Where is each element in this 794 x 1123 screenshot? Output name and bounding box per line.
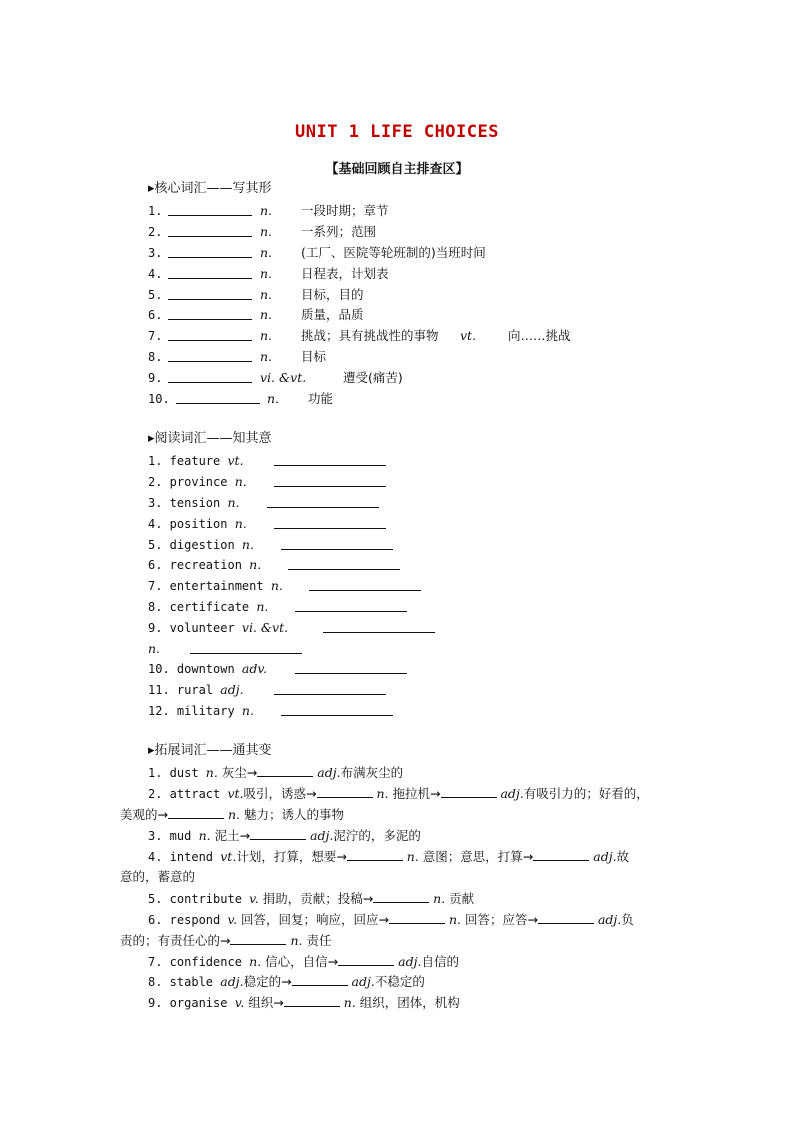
answer-blank[interactable] xyxy=(267,495,379,508)
part-of-speech: vt. xyxy=(227,453,244,468)
answer-blank[interactable] xyxy=(257,764,313,777)
answer-blank[interactable] xyxy=(292,973,348,986)
answer-blank[interactable] xyxy=(274,682,386,695)
part-of-speech: n. xyxy=(241,703,254,718)
item-number: 4. xyxy=(148,267,163,281)
reading-vocab-item xyxy=(148,620,288,636)
part-of-speech: n. xyxy=(260,307,273,322)
answer-blank[interactable] xyxy=(168,287,252,300)
reading-vocab-item xyxy=(148,599,268,615)
extend-item-5: 5. contribute v. 捐助，贡献；投稿→ n. 贡献 xyxy=(148,891,475,906)
reading-vocab-item xyxy=(148,641,160,657)
part-of-speech: n. xyxy=(148,641,161,656)
answer-blank[interactable] xyxy=(538,911,594,924)
reading-vocab-item xyxy=(148,703,254,719)
part-of-speech: vi. &vt. xyxy=(260,370,307,385)
extend-item-6-cont: 责的；有责任心的→ n. 责任 xyxy=(120,933,332,948)
answer-blank[interactable] xyxy=(281,537,393,550)
answer-blank[interactable] xyxy=(168,307,252,320)
item-meaning: 日程表，计划表 xyxy=(301,266,389,281)
answer-blank[interactable] xyxy=(281,703,393,716)
extend-item-4: 4. intend vt.计划，打算，想要→ n. 意图；意思，打算→ adj.故 xyxy=(148,849,630,864)
item-word: 6. recreation xyxy=(148,558,250,572)
item-word: 8. certificate xyxy=(148,600,257,614)
item-number: 1. xyxy=(148,204,163,218)
item-meaning: 遭受(痛苦) xyxy=(343,370,403,385)
item-number: 8. xyxy=(148,350,163,364)
item-number: 6. xyxy=(148,308,163,322)
item-meaning: 目标 xyxy=(301,349,327,364)
answer-blank[interactable] xyxy=(389,911,445,924)
item-meaning: 质量，品质 xyxy=(301,307,364,322)
answer-blank[interactable] xyxy=(295,661,407,674)
reading-vocab-item xyxy=(148,516,247,532)
item-word: 10. downtown xyxy=(148,662,242,676)
part-of-speech: n. xyxy=(249,557,262,572)
answer-blank[interactable] xyxy=(441,785,497,798)
item-meaning: 目标，目的 xyxy=(301,287,364,302)
answer-blank[interactable] xyxy=(168,266,252,279)
reading-vocab-item xyxy=(148,661,267,677)
item-number: 7. xyxy=(148,329,163,343)
part-of-speech: n. xyxy=(260,328,273,343)
extend-item-7: 7. confidence n. 信心，自信→ adj.自信的 xyxy=(148,954,459,969)
item-number: 2. xyxy=(148,225,163,239)
part-of-speech: n. xyxy=(260,203,273,218)
item-word: 9. volunteer xyxy=(148,621,242,635)
part-of-speech: n. xyxy=(234,474,247,489)
part-of-speech: vi. &vt. xyxy=(241,620,289,635)
answer-blank[interactable] xyxy=(347,848,403,861)
part-of-speech: n. xyxy=(227,495,240,510)
answer-blank[interactable] xyxy=(190,641,302,654)
answer-blank[interactable] xyxy=(323,620,435,633)
extend-item-1: 1. dust n. 灰尘→ adj.布满灰尘的 xyxy=(148,765,404,780)
extend-item-4-cont: 意的，蓄意的 xyxy=(120,869,196,884)
answer-blank[interactable] xyxy=(288,557,400,570)
answer-blank[interactable] xyxy=(168,203,252,216)
part-of-speech: n. xyxy=(267,391,280,406)
reading-vocab-item xyxy=(148,537,254,553)
item-meaning: 一系列；范围 xyxy=(301,224,377,239)
extra-meaning: 向……挑战 xyxy=(508,328,571,343)
item-number: 3. xyxy=(148,246,163,260)
extend-item-2-cont: 美观的→ n. 魅力；诱人的事物 xyxy=(120,807,344,822)
answer-blank[interactable] xyxy=(295,599,407,612)
item-word: 7. entertainment xyxy=(148,579,271,593)
answer-blank[interactable] xyxy=(168,370,252,383)
answer-blank[interactable] xyxy=(338,953,394,966)
answer-blank[interactable] xyxy=(168,224,252,237)
section2-heading: ▸阅读词汇——知其意 xyxy=(148,431,272,446)
extra-part-of-speech: vt. xyxy=(460,328,477,343)
answer-blank[interactable] xyxy=(230,932,286,945)
answer-blank[interactable] xyxy=(168,328,252,341)
answer-blank[interactable] xyxy=(250,827,306,840)
item-meaning: 挑战；具有挑战性的事物 xyxy=(301,328,439,343)
part-of-speech: n. xyxy=(260,266,273,281)
part-of-speech: n. xyxy=(241,537,254,552)
extend-item-3: 3. mud n. 泥土→ adj.泥泞的，多泥的 xyxy=(148,828,421,843)
part-of-speech: n. xyxy=(234,516,247,531)
reading-vocab-item xyxy=(148,557,261,573)
reading-vocab-item xyxy=(148,453,244,469)
item-word: 3. tension xyxy=(148,496,228,510)
page-title: UNIT 1 LIFE CHOICES xyxy=(295,122,499,142)
answer-blank[interactable] xyxy=(274,516,386,529)
item-number: 10. xyxy=(148,392,170,406)
item-word: 12. military xyxy=(148,704,242,718)
answer-blank[interactable] xyxy=(168,806,224,819)
extend-item-8: 8. stable adj.稳定的→ adj.不稳定的 xyxy=(148,974,425,989)
section3-heading: ▸拓展词汇——通其变 xyxy=(148,743,272,758)
answer-blank[interactable] xyxy=(274,453,386,466)
item-meaning: 功能 xyxy=(308,391,334,406)
answer-blank[interactable] xyxy=(284,994,340,1007)
part-of-speech: n. xyxy=(256,599,269,614)
section-subtitle: 【基础回顾自主排查区】 xyxy=(325,162,469,177)
item-word: 5. digestion xyxy=(148,538,242,552)
item-number: 5. xyxy=(148,288,163,302)
answer-blank[interactable] xyxy=(309,578,421,591)
reading-vocab-item xyxy=(148,578,283,594)
item-word: 1. feature xyxy=(148,454,228,468)
answer-blank[interactable] xyxy=(533,848,589,861)
extend-item-9: 9. organise v. 组织→ n. 组织，团体，机构 xyxy=(148,995,460,1010)
item-meaning: (工厂、医院等轮班制的)当班时间 xyxy=(301,245,486,260)
answer-blank[interactable] xyxy=(176,391,260,404)
part-of-speech: n. xyxy=(260,245,273,260)
reading-vocab-item xyxy=(148,495,240,511)
item-meaning: 一段时期；章节 xyxy=(301,203,389,218)
part-of-speech: adv. xyxy=(241,661,267,676)
extend-item-6: 6. respond v. 回答，回复；响应，回应→ n. 回答；应答→ adj.负 xyxy=(148,912,634,927)
reading-vocab-item xyxy=(148,474,247,490)
section1-heading: ▸核心词汇——写其形 xyxy=(148,181,272,196)
answer-blank[interactable] xyxy=(317,785,373,798)
part-of-speech: n. xyxy=(260,224,273,239)
item-word: 11. rural xyxy=(148,683,221,697)
part-of-speech: n. xyxy=(260,349,273,364)
item-word: 2. province xyxy=(148,475,235,489)
item-word: 4. position xyxy=(148,517,235,531)
answer-blank[interactable] xyxy=(168,349,252,362)
part-of-speech: n. xyxy=(260,287,273,302)
reading-vocab-item xyxy=(148,682,244,698)
extend-item-2: 2. attract vt.吸引，诱惑→ n. 拖拉机→ adj.有吸引力的；好看的， xyxy=(148,786,649,801)
answer-blank[interactable] xyxy=(274,474,386,487)
answer-blank[interactable] xyxy=(373,890,429,903)
part-of-speech: n. xyxy=(270,578,283,593)
item-number: 9. xyxy=(148,371,163,385)
part-of-speech: adj. xyxy=(220,682,244,697)
answer-blank[interactable] xyxy=(168,245,252,258)
